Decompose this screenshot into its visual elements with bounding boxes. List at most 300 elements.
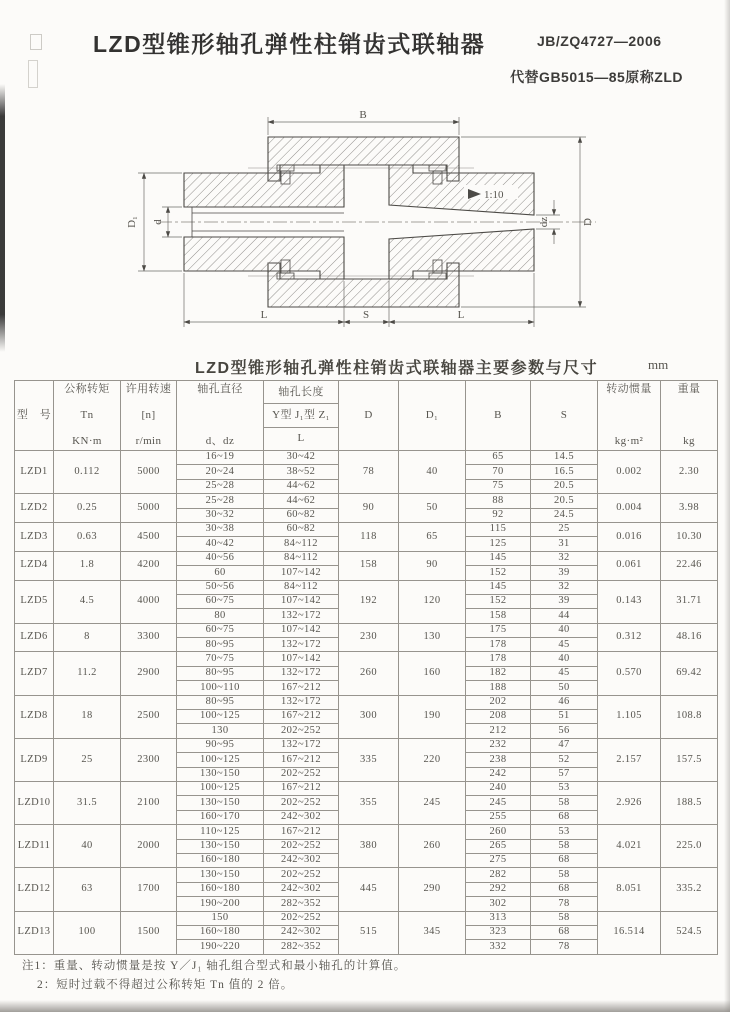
cell-B: 92 — [466, 508, 531, 522]
cell-bore-diameter: 190~200 — [177, 897, 264, 911]
cell-bore-diameter: 160~180 — [177, 853, 264, 867]
col-header-torque — [54, 381, 121, 451]
cell-inertia: 2.157 — [598, 738, 661, 781]
cell-B: 245 — [466, 796, 531, 810]
cell-bore-length: 242~302 — [264, 882, 339, 896]
spec-table-body — [15, 451, 718, 955]
cell-S: 24.5 — [531, 508, 598, 522]
cell-speed: 2500 — [121, 695, 177, 738]
cell-torque: 18 — [54, 695, 121, 738]
cell-B: 145 — [466, 551, 531, 565]
cell-weight: 335.2 — [661, 868, 718, 911]
header-label: 重量 — [677, 383, 701, 395]
cell-D1: 90 — [399, 551, 466, 580]
cell-bore-length: 107~142 — [264, 623, 339, 637]
cell-S: 58 — [531, 868, 598, 882]
header-label: 轴孔直径 — [197, 383, 243, 395]
table-notes — [22, 957, 406, 995]
cell-speed: 2300 — [121, 738, 177, 781]
cell-model: LZD11 — [15, 825, 54, 868]
cell-B: 188 — [466, 681, 531, 695]
cell-D: 230 — [339, 623, 399, 652]
cell-inertia: 0.061 — [598, 551, 661, 580]
dim-label-d-outer: D — [582, 218, 594, 226]
cell-S: 32 — [531, 551, 598, 565]
cell-bore-diameter: 50~56 — [177, 580, 264, 594]
col-header-inertia — [598, 381, 661, 451]
cell-model: LZD3 — [15, 522, 54, 551]
spec-table — [14, 380, 718, 955]
cell-D: 260 — [339, 652, 399, 695]
cell-D1: 40 — [399, 451, 466, 494]
cell-S: 57 — [531, 767, 598, 781]
cell-S: 58 — [531, 796, 598, 810]
cell-torque: 0.25 — [54, 494, 121, 523]
spec-row — [15, 580, 718, 594]
header-symbol: B — [494, 409, 502, 421]
cell-bore-length: 44~62 — [264, 479, 339, 493]
cell-B: 178 — [466, 638, 531, 652]
coupling-cross-section — [122, 106, 622, 346]
cell-S: 40 — [531, 623, 598, 637]
cell-weight: 157.5 — [661, 738, 718, 781]
cell-inertia: 1.105 — [598, 695, 661, 738]
cell-bore-diameter: 100~110 — [177, 681, 264, 695]
cell-B: 88 — [466, 494, 531, 508]
cell-bore-length: 242~302 — [264, 853, 339, 867]
cell-S: 68 — [531, 925, 598, 939]
cell-S: 25 — [531, 522, 598, 536]
cell-D: 300 — [339, 695, 399, 738]
cell-bore-length: 84~112 — [264, 580, 339, 594]
col-header-bore-length — [264, 381, 339, 451]
cell-bore-length: 107~142 — [264, 594, 339, 608]
cell-bore-diameter: 110~125 — [177, 825, 264, 839]
cell-bore-diameter: 70~75 — [177, 652, 264, 666]
cell-inertia: 0.016 — [598, 522, 661, 551]
cell-D1: 220 — [399, 738, 466, 781]
cell-bore-length: 167~212 — [264, 710, 339, 724]
cell-bore-length: 132~172 — [264, 738, 339, 752]
cell-D: 78 — [339, 451, 399, 494]
cell-bore-diameter: 160~170 — [177, 810, 264, 824]
cell-B: 202 — [466, 695, 531, 709]
cell-model: LZD4 — [15, 551, 54, 580]
cell-bore-diameter: 80 — [177, 609, 264, 623]
scan-bottom-edge-shadow — [0, 1000, 730, 1012]
cell-bore-length: 282~352 — [264, 940, 339, 954]
cell-weight: 3.98 — [661, 494, 718, 523]
cell-B: 152 — [466, 594, 531, 608]
col-header-speed — [121, 381, 177, 451]
cell-bore-length: 84~112 — [264, 551, 339, 565]
spec-row — [15, 522, 718, 536]
cell-model: LZD1 — [15, 451, 54, 494]
cell-B: 313 — [466, 911, 531, 925]
cell-model: LZD10 — [15, 781, 54, 824]
cell-B: 182 — [466, 666, 531, 680]
cell-bore-diameter: 100~125 — [177, 781, 264, 795]
cell-S: 39 — [531, 566, 598, 580]
cell-B: 158 — [466, 609, 531, 623]
cell-bore-length: 107~142 — [264, 566, 339, 580]
cell-S: 52 — [531, 753, 598, 767]
cell-bore-diameter: 100~125 — [177, 710, 264, 724]
cell-bore-diameter: 60 — [177, 566, 264, 580]
header-label: Y型 J₁型 Z₁ — [264, 404, 338, 427]
cell-torque: 1.8 — [54, 551, 121, 580]
cell-torque: 63 — [54, 868, 121, 911]
table-unit-label: mm — [648, 357, 669, 372]
cell-bore-diameter: 130~150 — [177, 868, 264, 882]
cell-D: 355 — [339, 781, 399, 824]
cell-speed: 5000 — [121, 451, 177, 494]
cell-bore-length: 202~252 — [264, 839, 339, 853]
dim-label-l-right: L — [457, 309, 465, 321]
cell-weight: 22.46 — [661, 551, 718, 580]
cell-B: 208 — [466, 710, 531, 724]
spec-row — [15, 825, 718, 839]
scan-binding-shadow — [0, 84, 5, 352]
cell-D1: 245 — [399, 781, 466, 824]
cell-bore-diameter: 25~28 — [177, 494, 264, 508]
cell-D: 90 — [339, 494, 399, 523]
cell-torque: 0.63 — [54, 522, 121, 551]
cell-S: 16.5 — [531, 465, 598, 479]
cell-bore-diameter: 150 — [177, 911, 264, 925]
cell-inertia: 0.002 — [598, 451, 661, 494]
cell-inertia: 4.021 — [598, 825, 661, 868]
cell-bore-length: 60~82 — [264, 522, 339, 536]
cell-bore-diameter: 130~150 — [177, 796, 264, 810]
dim-label-d1: D₁ — [126, 216, 138, 228]
spec-row — [15, 738, 718, 752]
cell-bore-length: 202~252 — [264, 911, 339, 925]
cell-B: 70 — [466, 465, 531, 479]
cell-speed: 4000 — [121, 580, 177, 623]
header-unit: kg·m² — [614, 435, 644, 447]
cell-B: 125 — [466, 537, 531, 551]
cell-speed: 5000 — [121, 494, 177, 523]
cell-weight: 225.0 — [661, 825, 718, 868]
header-symbol: L — [297, 432, 305, 445]
spec-row — [15, 494, 718, 508]
cell-bore-length: 132~172 — [264, 666, 339, 680]
cell-torque: 100 — [54, 911, 121, 954]
header-label: Tn — [80, 409, 94, 421]
cell-weight: 524.5 — [661, 911, 718, 954]
cell-B: 242 — [466, 767, 531, 781]
cell-bore-diameter: 80~95 — [177, 638, 264, 652]
cell-S: 20.5 — [531, 479, 598, 493]
cell-D1: 120 — [399, 580, 466, 623]
cell-weight: 31.71 — [661, 580, 718, 623]
header-unit: KN·m — [72, 435, 102, 447]
cell-weight: 2.30 — [661, 451, 718, 494]
dim-label-l-left: L — [260, 309, 268, 321]
cell-speed: 2900 — [121, 652, 177, 695]
cell-bore-diameter: 25~28 — [177, 479, 264, 493]
cell-speed: 2000 — [121, 825, 177, 868]
cell-bore-diameter: 40~56 — [177, 551, 264, 565]
cell-B: 175 — [466, 623, 531, 637]
cell-bore-length: 132~172 — [264, 695, 339, 709]
cell-B: 282 — [466, 868, 531, 882]
cell-bore-length: 132~172 — [264, 638, 339, 652]
cell-D1: 160 — [399, 652, 466, 695]
cell-speed: 4500 — [121, 522, 177, 551]
cell-torque: 0.112 — [54, 451, 121, 494]
col-header-D1 — [399, 381, 466, 451]
cell-model: LZD2 — [15, 494, 54, 523]
cell-speed: 1500 — [121, 911, 177, 954]
cell-B: 232 — [466, 738, 531, 752]
cell-D: 335 — [339, 738, 399, 781]
cell-bore-length: 44~62 — [264, 494, 339, 508]
cell-bore-length: 202~252 — [264, 724, 339, 738]
cell-bore-diameter: 130~150 — [177, 839, 264, 853]
cell-inertia: 8.051 — [598, 868, 661, 911]
cell-torque: 4.5 — [54, 580, 121, 623]
cell-speed: 1700 — [121, 868, 177, 911]
cell-model: LZD6 — [15, 623, 54, 652]
cell-B: 145 — [466, 580, 531, 594]
scan-artifact-mark — [30, 34, 42, 50]
cell-B: 212 — [466, 724, 531, 738]
cell-torque: 8 — [54, 623, 121, 652]
scan-right-edge-shadow — [724, 0, 730, 1012]
cell-model: LZD13 — [15, 911, 54, 954]
cell-torque: 11.2 — [54, 652, 121, 695]
taper-ratio-label: 1:10 — [484, 189, 504, 201]
cell-bore-length: 167~212 — [264, 753, 339, 767]
cell-S: 50 — [531, 681, 598, 695]
cell-bore-diameter: 60~75 — [177, 623, 264, 637]
cell-bore-diameter: 100~125 — [177, 753, 264, 767]
header-unit: kg — [683, 435, 695, 447]
cell-S: 32 — [531, 580, 598, 594]
cell-D1: 50 — [399, 494, 466, 523]
cell-B: 178 — [466, 652, 531, 666]
cell-S: 44 — [531, 609, 598, 623]
header-label: 公称转矩 — [64, 383, 110, 395]
header-symbol: D₁ — [425, 409, 439, 421]
cell-bore-diameter: 60~75 — [177, 594, 264, 608]
cell-model: LZD8 — [15, 695, 54, 738]
cell-B: 238 — [466, 753, 531, 767]
header-symbol: S — [560, 409, 568, 421]
cell-S: 20.5 — [531, 494, 598, 508]
cell-bore-diameter: 190~220 — [177, 940, 264, 954]
cell-D: 118 — [339, 522, 399, 551]
cell-D1: 345 — [399, 911, 466, 954]
spec-row — [15, 911, 718, 925]
cell-bore-length: 202~252 — [264, 767, 339, 781]
superseded-standard: 代替GB5015—85原称ZLD — [510, 69, 683, 85]
cell-model: LZD9 — [15, 738, 54, 781]
cell-B: 302 — [466, 897, 531, 911]
cell-D: 445 — [339, 868, 399, 911]
cell-D: 515 — [339, 911, 399, 954]
cell-S: 51 — [531, 710, 598, 724]
cell-bore-length: 167~212 — [264, 825, 339, 839]
cell-bore-length: 167~212 — [264, 681, 339, 695]
cell-bore-diameter: 20~24 — [177, 465, 264, 479]
cell-torque: 40 — [54, 825, 121, 868]
cell-bore-length: 107~142 — [264, 652, 339, 666]
page-title: LZD型锥形轴孔弹性柱销齿式联轴器 — [93, 31, 486, 57]
cell-bore-length: 202~252 — [264, 796, 339, 810]
dim-label-d-bore: d — [152, 219, 164, 225]
cell-D: 380 — [339, 825, 399, 868]
cell-bore-length: 242~302 — [264, 810, 339, 824]
cell-S: 45 — [531, 666, 598, 680]
cell-bore-diameter: 80~95 — [177, 695, 264, 709]
cell-bore-diameter: 30~38 — [177, 522, 264, 536]
header-symbol: d、dz — [205, 435, 235, 447]
cell-weight: 69.42 — [661, 652, 718, 695]
spec-table-head — [15, 381, 718, 451]
header-label: 型 号 — [16, 409, 52, 421]
cell-D: 192 — [339, 580, 399, 623]
cell-S: 39 — [531, 594, 598, 608]
header-label: 许用转速 — [125, 383, 172, 395]
cell-S: 53 — [531, 825, 598, 839]
table-title: LZD型锥形轴孔弹性柱销齿式联轴器主要参数与尺寸 — [195, 360, 599, 377]
spec-row — [15, 781, 718, 795]
col-header-bore-diameter — [177, 381, 264, 451]
cell-S: 56 — [531, 724, 598, 738]
cell-bore-length: 38~52 — [264, 465, 339, 479]
cell-S: 45 — [531, 638, 598, 652]
cell-bore-length: 202~252 — [264, 868, 339, 882]
cell-B: 292 — [466, 882, 531, 896]
cell-B: 275 — [466, 853, 531, 867]
cell-D1: 65 — [399, 522, 466, 551]
spec-row — [15, 695, 718, 709]
cell-bore-diameter: 130~150 — [177, 767, 264, 781]
cell-model: LZD5 — [15, 580, 54, 623]
col-header-model — [15, 381, 54, 451]
note-line: 2：短时过载不得超过公称转矩 Tn 值的 2 倍。 — [37, 979, 294, 991]
cell-inertia: 2.926 — [598, 781, 661, 824]
col-header-weight — [661, 381, 718, 451]
cell-bore-length: 282~352 — [264, 897, 339, 911]
dim-label-b: B — [359, 109, 367, 121]
cell-S: 31 — [531, 537, 598, 551]
cell-S: 68 — [531, 882, 598, 896]
scan-artifact-mark — [28, 60, 38, 88]
header-label: 轴孔长度 — [264, 381, 338, 404]
cell-model: LZD7 — [15, 652, 54, 695]
cell-bore-diameter: 80~95 — [177, 666, 264, 680]
header-label: 转动惯量 — [606, 383, 652, 395]
cell-B: 265 — [466, 839, 531, 853]
cell-bore-diameter: 40~42 — [177, 537, 264, 551]
cell-S: 58 — [531, 839, 598, 853]
cell-D1: 260 — [399, 825, 466, 868]
cell-B: 255 — [466, 810, 531, 824]
cell-S: 53 — [531, 781, 598, 795]
cell-weight: 108.8 — [661, 695, 718, 738]
cell-bore-length: 60~82 — [264, 508, 339, 522]
cell-bore-diameter: 130 — [177, 724, 264, 738]
cell-speed: 4200 — [121, 551, 177, 580]
cell-B: 240 — [466, 781, 531, 795]
cell-bore-length: 242~302 — [264, 925, 339, 939]
cell-S: 78 — [531, 897, 598, 911]
cell-inertia: 0.143 — [598, 580, 661, 623]
cell-bore-diameter: 30~32 — [177, 508, 264, 522]
spec-row — [15, 623, 718, 637]
cell-S: 58 — [531, 911, 598, 925]
cell-S: 46 — [531, 695, 598, 709]
standard-number: JB/ZQ4727—2006 — [537, 33, 662, 49]
cell-B: 152 — [466, 566, 531, 580]
cell-B: 332 — [466, 940, 531, 954]
cell-bore-diameter: 90~95 — [177, 738, 264, 752]
cell-bore-length: 30~42 — [264, 451, 339, 465]
cell-bore-length: 167~212 — [264, 781, 339, 795]
cell-bore-length: 132~172 — [264, 609, 339, 623]
cell-D1: 130 — [399, 623, 466, 652]
technical-drawing — [122, 106, 622, 346]
cell-speed: 2100 — [121, 781, 177, 824]
cell-bore-diameter: 16~19 — [177, 451, 264, 465]
cell-torque: 31.5 — [54, 781, 121, 824]
cell-inertia: 0.004 — [598, 494, 661, 523]
cell-S: 14.5 — [531, 451, 598, 465]
dim-label-s: S — [362, 309, 370, 321]
header-unit: r/min — [135, 435, 162, 447]
spec-row — [15, 868, 718, 882]
cell-B: 75 — [466, 479, 531, 493]
cell-torque: 25 — [54, 738, 121, 781]
cell-inertia: 0.312 — [598, 623, 661, 652]
cell-inertia: 16.514 — [598, 911, 661, 954]
cell-B: 260 — [466, 825, 531, 839]
cell-B: 115 — [466, 522, 531, 536]
col-header-D — [339, 381, 399, 451]
col-header-S — [531, 381, 598, 451]
spec-row — [15, 551, 718, 565]
note-line: 注1：重量、转动惯量是按 Y／J₁ 轴孔组合型式和最小轴孔的计算值。 — [22, 960, 407, 972]
header-row — [15, 381, 718, 451]
cell-D1: 190 — [399, 695, 466, 738]
cell-S: 40 — [531, 652, 598, 666]
cell-D1: 290 — [399, 868, 466, 911]
cell-B: 323 — [466, 925, 531, 939]
cell-S: 68 — [531, 853, 598, 867]
spec-row — [15, 652, 718, 666]
cell-S: 47 — [531, 738, 598, 752]
cell-D: 158 — [339, 551, 399, 580]
spec-row — [15, 451, 718, 465]
cell-bore-length: 84~112 — [264, 537, 339, 551]
cell-S: 68 — [531, 810, 598, 824]
cell-bore-diameter: 160~180 — [177, 882, 264, 896]
cell-weight: 188.5 — [661, 781, 718, 824]
cell-bore-diameter: 160~180 — [177, 925, 264, 939]
cell-B: 65 — [466, 451, 531, 465]
header-label: [n] — [141, 409, 156, 421]
header-symbol: D — [364, 409, 373, 421]
col-header-B — [466, 381, 531, 451]
cell-S: 78 — [531, 940, 598, 954]
cell-inertia: 0.570 — [598, 652, 661, 695]
cell-weight: 10.30 — [661, 522, 718, 551]
cell-weight: 48.16 — [661, 623, 718, 652]
